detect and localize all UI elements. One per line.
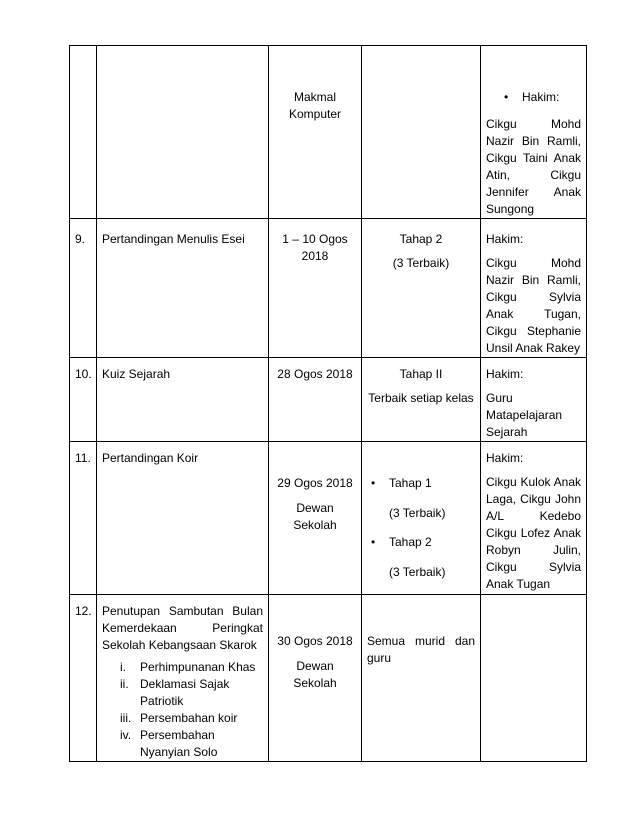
level-text: Tahap II: [399, 367, 443, 381]
activity-cell: [97, 358, 269, 442]
judges-cell: [481, 46, 587, 219]
date-cell: [269, 595, 362, 762]
activity-cell: [97, 442, 269, 595]
level-text: Tahap 1: [389, 476, 432, 490]
level-note: Terbaik setiap kelas: [368, 391, 474, 405]
table-row: [70, 358, 587, 442]
level-note: (3 Terbaik): [389, 565, 446, 579]
row-number: 12.: [75, 604, 92, 618]
activity-cell: [97, 595, 269, 762]
number-cell: [70, 46, 97, 219]
judge-label: Hakim:: [486, 367, 524, 381]
row-number: 11.: [75, 451, 91, 465]
judges-text: Cikgu Mohd Nazir Bin Ramli, Cikgu Taini Anak Atin, Cikgu Jennifer Anak Sungong: [486, 117, 581, 216]
activity-date: 1 – 10 Ogos 2018: [282, 232, 348, 263]
number-cell: [70, 442, 97, 595]
venue-line: Makmal: [293, 90, 336, 104]
activity-name: Penutupan Sambutan Bulan Kemerdekaan Peringkat Sekolah Kebangsaan Skarok: [102, 604, 263, 652]
list-item: ii. Deklamasi Sajak Patriotik: [120, 677, 230, 708]
participants-text: Semua murid dan guru: [367, 634, 475, 665]
venue-line: Dewan: [296, 659, 334, 673]
date-cell: [269, 358, 362, 442]
activity-name: Pertandingan Menulis Esei: [102, 232, 245, 246]
activity-date: 30 Ogos 2018: [277, 634, 353, 648]
activity-cell: [97, 219, 269, 358]
bullet-icon: •: [371, 535, 376, 549]
list-item: iii. Persembahan koir: [120, 711, 238, 725]
participants-cell: [362, 595, 481, 762]
activity-name: Pertandingan Koir: [102, 451, 199, 465]
activity-date: 28 Ogos 2018: [277, 367, 353, 381]
bullet-icon: •: [371, 476, 376, 490]
list-item: iv. Persembahan Nyanyian Solo: [120, 728, 218, 759]
judges-text: Guru Matapelajaran Sejarah: [486, 391, 563, 439]
venue-line: Sekolah: [293, 676, 337, 690]
judge-label: Hakim:: [522, 90, 560, 104]
program-list: [102, 659, 263, 761]
venue-line: Dewan: [296, 501, 334, 515]
date-cell: [269, 442, 362, 595]
judge-label: Hakim:: [486, 232, 524, 246]
judges-text: Cikgu Kulok Anak Laga, Cikgu John A/L Kedebo Cikgu Lofez Anak Robyn Julin, Cikgu Sylvia Anak Tugan: [486, 475, 581, 591]
level-cell: [362, 358, 481, 442]
venue-cell: [269, 46, 362, 219]
row-number: 9.: [75, 232, 86, 246]
list-item: i. Perhimpunanan Khas: [120, 660, 256, 674]
row-number: 10.: [75, 367, 92, 381]
judges-cell: [481, 219, 587, 358]
level-cell: [362, 442, 481, 595]
number-cell: [70, 358, 97, 442]
judge-label: Hakim:: [486, 451, 524, 465]
venue-line: Sekolah: [293, 518, 337, 532]
level-note: (3 Terbaik): [389, 506, 446, 520]
level-cell: [362, 46, 481, 219]
bullet-icon: •: [504, 90, 509, 104]
level-note: (3 Terbaik): [392, 256, 450, 270]
judges-cell: [481, 442, 587, 595]
activity-date: 29 Ogos 2018: [277, 476, 353, 490]
judges-cell: [481, 595, 587, 762]
judges-cell: [481, 358, 587, 442]
activity-table: [69, 45, 587, 762]
level-text: Tahap 2: [399, 232, 443, 246]
judges-text: Cikgu Mohd Nazir Bin Ramli, Cikgu Sylvia Anak Tugan, Cikgu Stephanie Unsil Anak Rakey: [486, 256, 581, 355]
level-text: Tahap 2: [389, 535, 432, 549]
table-row: [70, 442, 587, 595]
venue-line: Komputer: [288, 107, 342, 121]
date-cell: [269, 219, 362, 358]
table-row: [70, 595, 587, 762]
activity-cell: [97, 46, 269, 219]
activity-name: Kuiz Sejarah: [102, 367, 171, 381]
number-cell: [70, 219, 97, 358]
number-cell: [70, 595, 97, 762]
table-row: [70, 46, 587, 219]
level-cell: [362, 219, 481, 358]
table-row: [70, 219, 587, 358]
